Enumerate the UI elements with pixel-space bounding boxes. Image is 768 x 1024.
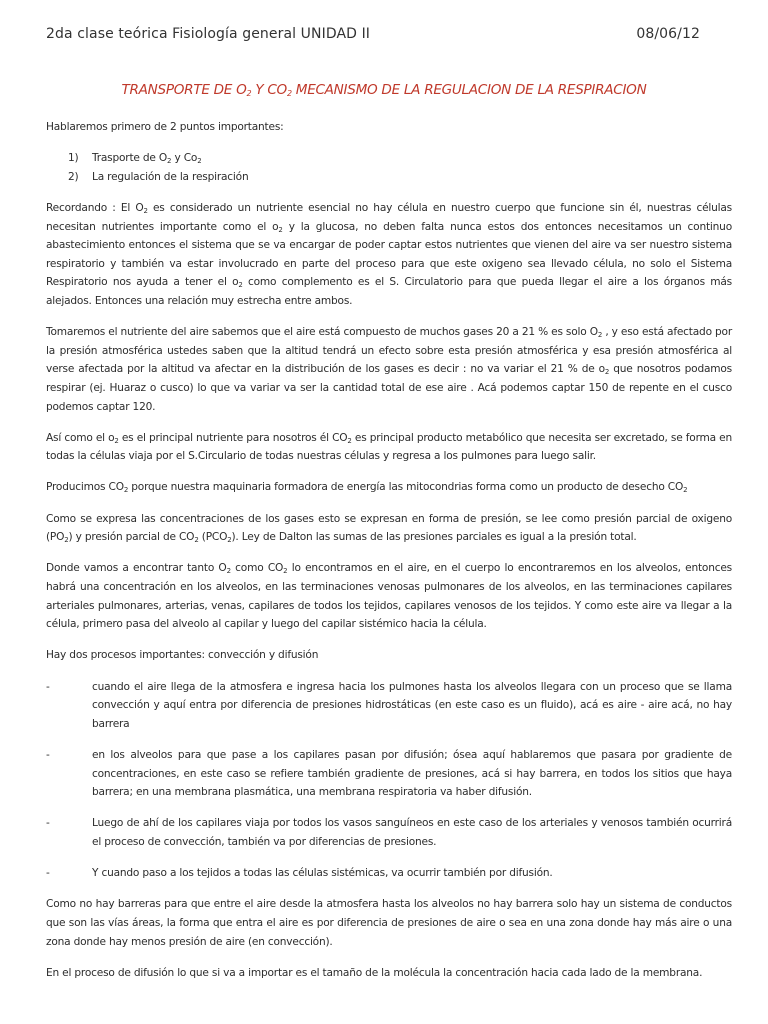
list-item: - Luego de ahí de los capilares viaja por todos los vasos sanguíneos en este caso de los arteriales y venosos también ocurrirá el proceso de convección, también va por diferencias de presiones. (46, 817, 732, 848)
paragraph-tomaremos: Tomaremos el nutriente del aire sabemos que el aire está compuesto de muchos gases 20 a 21 % es solo $O_2$ , y eso está afectado por la presión atmosférica ustedes saben que la altitud tendrá un efecto sobre esta presión atmosférica y esa presión atmosférica al verse afectada por la altitud va afectar en la distribución de los gases es decir : no va variar el 21 % de $o_2$ que nosotros podamos respirar (ej. Huaraz o cusco) lo que va variar va ser la cantidad total de ese aire . Acá podemos captar 150 de repente en el cusco podemos captar 120. (46, 326, 732, 413)
paragraph-presion-parcial: Como se expresa las concentraciones de los gases esto se expresan en forma de presión, se lee como presión parcial de oxigeno $(PO_2)$ y presión parcial de $CO_2$ $(PCO_2)$. Ley de Dalton las sumas de las presiones parciales es igual a la presión total. (46, 512, 732, 545)
paragraph-recordando: Recordando : El $O_2$ es considerado un nutriente esencial no hay célula en nuestro cuerpo que funcione sin él, nuestras células necesitan nutrientes importante como el $o_2$ y la glucosa, no deben falta nunca estos dos entonces necesitamos un continuo abastecimiento entonces el sistema que se va encargar de poder captar estos nutrientes que vienen del aire va ser nuestro sistema respiratorio y también va estar involucrado en parte del proceso para que este oxigeno sea llevado célula, no solo el Sistema Respiratorio nos ayuda a tener el $o_2$ como complemento es el S. Circulatorio para que pueda llegar el aire a los órganos más alejados. Entonces una relación muy estrecha entre ambos. (46, 201, 732, 307)
paragraph-difusion: En el proceso de difusión lo que si va a importar es el tamaño de la molécula la concentración hacia cada lado de la membrana. (46, 966, 703, 979)
list-item: - cuando el aire llega de la atmosfera e ingresa hacia los pulmones hasta los alveolos llegara con un proceso que se llama convección y aquí entra por diferencia de presiones hidrostáticas (en este caso es un fluido), acá es aire - aire acá, no hay barrera (46, 680, 732, 730)
paragraph-producimos: Producimos $CO_2$ porque nuestra maquinaria formadora de energía las mitocondrias forma como un producto de desecho $CO_2$ (46, 481, 688, 495)
document-title: TRANSPORTE DE $O_2$ Y $CO_2$ MECANISMO DE LA REGULACION DE LA RESPIRACION (121, 82, 647, 98)
list-item: - Y cuando paso a los tejidos a todas las células sistémicas, va ocurrir también por difusión. (46, 867, 553, 880)
page-header-date: 08/06/12 (636, 26, 700, 42)
paragraph-barreras: Como no hay barreras para que entre el aire desde la atmosfera hasta los alveolos no hay barrera solo hay un sistema de conductos que son las vías áreas, la forma que entra el aire es por diferencia de presiones de aire o sea en una zona donde hay más aire o una zona donde hay menos presión de aire (en convección). (46, 898, 732, 948)
paragraph-asi-como: Así como el $o_2$ es el principal nutriente para nosotros él $CO_2$ es principal producto metabólico que necesita ser excretado, se forma en todas la células viaja por el S.Circulario de todas nuestras células y regresa a los pulmones para luego salir. (46, 431, 732, 463)
page-header-title: 2da clase teórica Fisiología general UNIDAD II (46, 26, 371, 42)
numbered-list (46, 149, 732, 186)
list-item: 1) Trasporte de $O_2$ y $Co_2$ (68, 152, 202, 166)
intro-paragraph: Hablaremos primero de 2 puntos importantes: (46, 121, 284, 133)
document-body (46, 118, 732, 995)
paragraph-procesos: Hay dos procesos importantes: convección y difusión (46, 649, 319, 662)
list-item: - en los alveolos para que pase a los capilares pasan por difusión; ósea aquí hablaremos que pasara por gradiente de concentraciones, en este caso se refiere también gradiente de presiones, acá si hay barrera, en todos los sitios que haya barrera; en una membrana plasmática, una membrana respiratoria va haber difusión. (46, 748, 732, 799)
list-item: 2) La regulación de la respiración (68, 170, 249, 183)
paragraph-donde-vamos: Donde vamos a encontrar tanto $O_2$ como $CO_2$ lo encontramos en el aire, en el cuerpo lo encontraremos en los alveolos, entonces habrá una concentración en los alveolos, en las terminaciones venosas pulmonares de los alveolos, en las terminaciones capilares arteriales pulmonares, arterias, venas, capilares de todos los tejidos, capilares venosos de los tejidos. Y como este aire va llegar a la célula, primero pasa del alveolo al capilar y luego del capilar sistémico hacia la célula. (46, 562, 732, 631)
